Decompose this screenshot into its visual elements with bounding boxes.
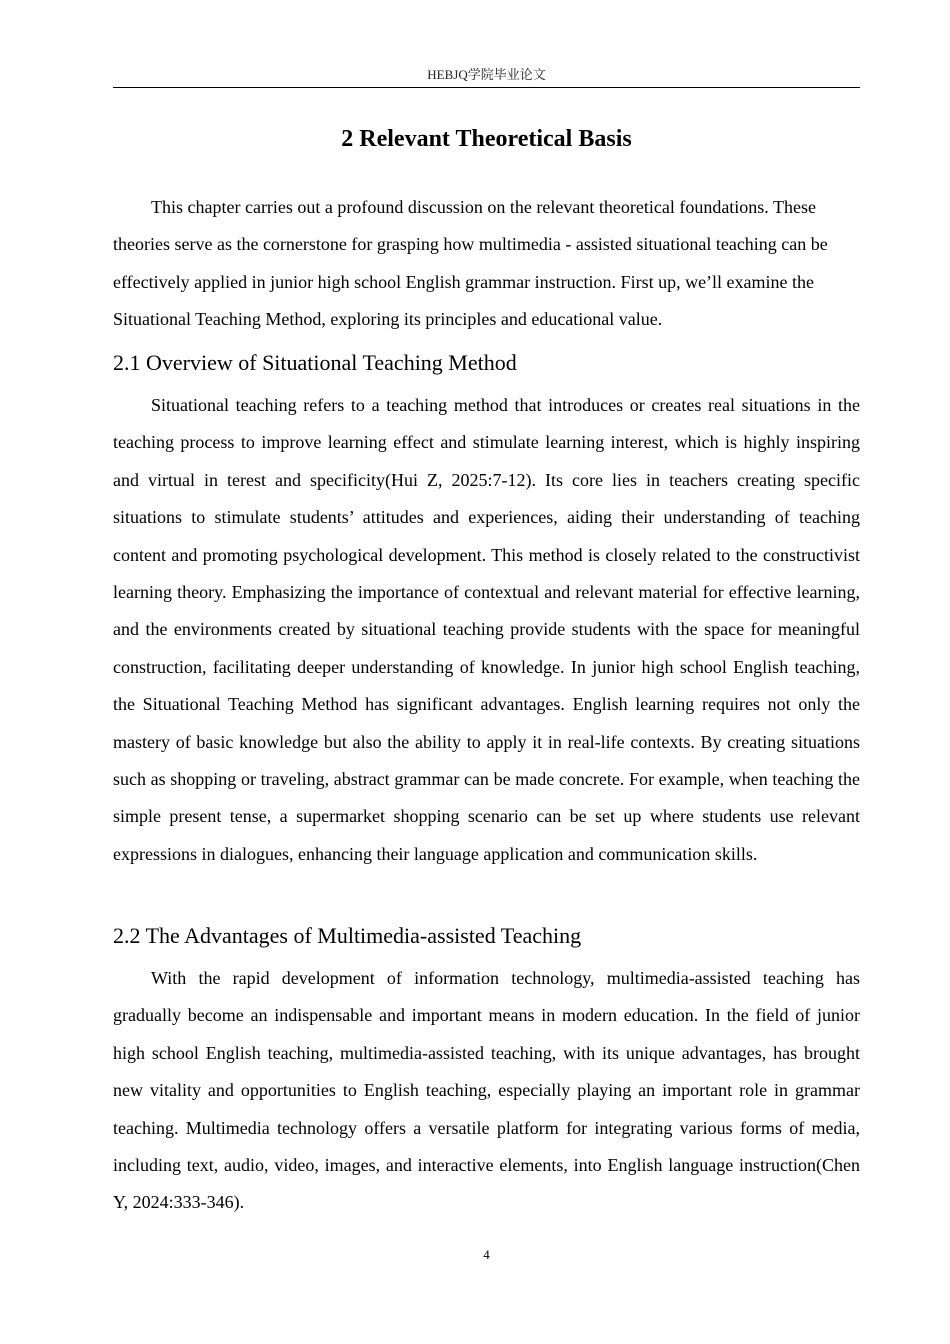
running-header: HEBJQ学院毕业论文	[427, 67, 546, 82]
section-heading-2-2: 2.2 The Advantages of Multimedia-assisted Teaching	[113, 923, 582, 948]
page-number: 4	[483, 1247, 490, 1262]
section-2-1-paragraph: Situational teaching refers to a teaching method that introduces or creates real situations in the teaching process to improve learning effect and stimulate learning interest, which is highly inspiring and virtual in terest and specificity(Hui Z, 2025:7-12). Its core lies in teachers creating specific situations to stimulate students’ attitudes and experiences, aiding their understanding of teaching content and promoting psychological development. This method is closely related to the constructivist learning theory. Emphasizing the importance of contextual and relevant material for effective learning, and the environments created by situational teaching provide students with the space for meaningful construction, facilitating deeper understanding of knowledge. In junior high school English teaching, the Situational Teaching Method has significant advantages. English learning requires not only the mastery of basic knowledge but also the ability to apply it in real-life contexts. By creating situations such as shopping or traveling, abstract grammar can be made concrete. For example, when teaching the simple present tense, a supermarket shopping scenario can be set up where students use relevant expressions in dialogues, enhancing their language application and communication skills.	[113, 395, 860, 864]
chapter-intro-paragraph: This chapter carries out a profound discussion on the relevant theoretical foundations. These theories serve as the cornerstone for grasping how multimedia - assisted situational teaching can be effectively applied in junior high school English grammar instruction. First up, we’ll examine the Situational Teaching Method, exploring its principles and educational value.	[113, 197, 828, 330]
section-2-2-paragraph: With the rapid development of information technology, multimedia-assisted teaching has gradually become an indispensable and important means in modern education. In the field of junior high school English teaching, multimedia-assisted teaching, with its unique advantages, has brought new vitality and opportunities to English teaching, especially playing an important role in grammar teaching. Multimedia technology offers a versatile platform for integrating various forms of media, including text, audio, video, images, and interactive elements, into English language instruction(Chen Y, 2024:333-346).	[113, 968, 860, 1213]
thesis-page	[113, 0, 860, 1344]
header-rule	[113, 87, 860, 88]
chapter-title: 2 Relevant Theoretical Basis	[341, 126, 632, 152]
section-heading-2-1: 2.1 Overview of Situational Teaching Method	[113, 350, 517, 375]
